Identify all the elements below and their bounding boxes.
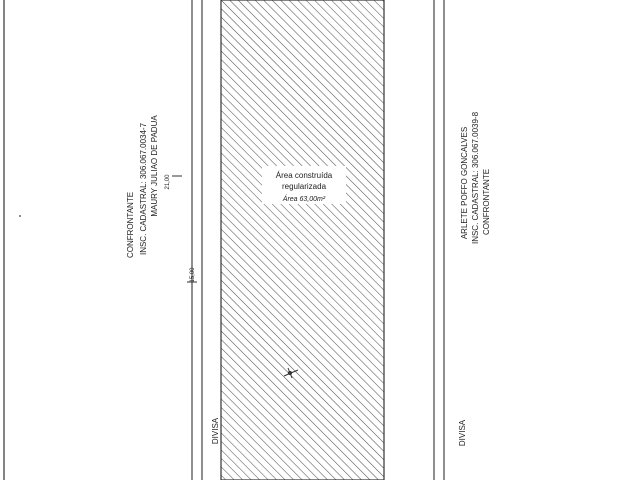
dimension-middle-label: 15,00 bbox=[190, 267, 196, 283]
built-area-size: Área 63,00m² bbox=[282, 196, 326, 203]
right-neighbor-line1: ARLETE POFFO GONCALVES bbox=[460, 126, 469, 240]
scan-dot bbox=[19, 215, 21, 217]
left-neighbor-line3: MAURY JULIAO DE PADUA bbox=[150, 115, 159, 217]
built-area-title-line1: Área construída bbox=[275, 171, 333, 180]
left-neighbor-line1: CONFRONTANTE bbox=[126, 191, 135, 259]
right-divisa-label: DIVISA bbox=[458, 419, 467, 447]
dimension-top-label: 21,00 bbox=[165, 174, 171, 190]
right-neighbor-line3: CONFRONTANTE bbox=[482, 168, 491, 236]
left-divisa-label: DIVISA bbox=[211, 417, 220, 445]
right-neighbor-line2: INSC. CADASTRAL: 306.067.0039-8 bbox=[471, 111, 480, 245]
built-area-title-line2: regularizada bbox=[281, 182, 327, 191]
built-area-hatched-rectangle bbox=[221, 0, 384, 480]
left-neighbor-line2: INSC. CADASTRAL: 306.067.0034-7 bbox=[139, 122, 148, 256]
